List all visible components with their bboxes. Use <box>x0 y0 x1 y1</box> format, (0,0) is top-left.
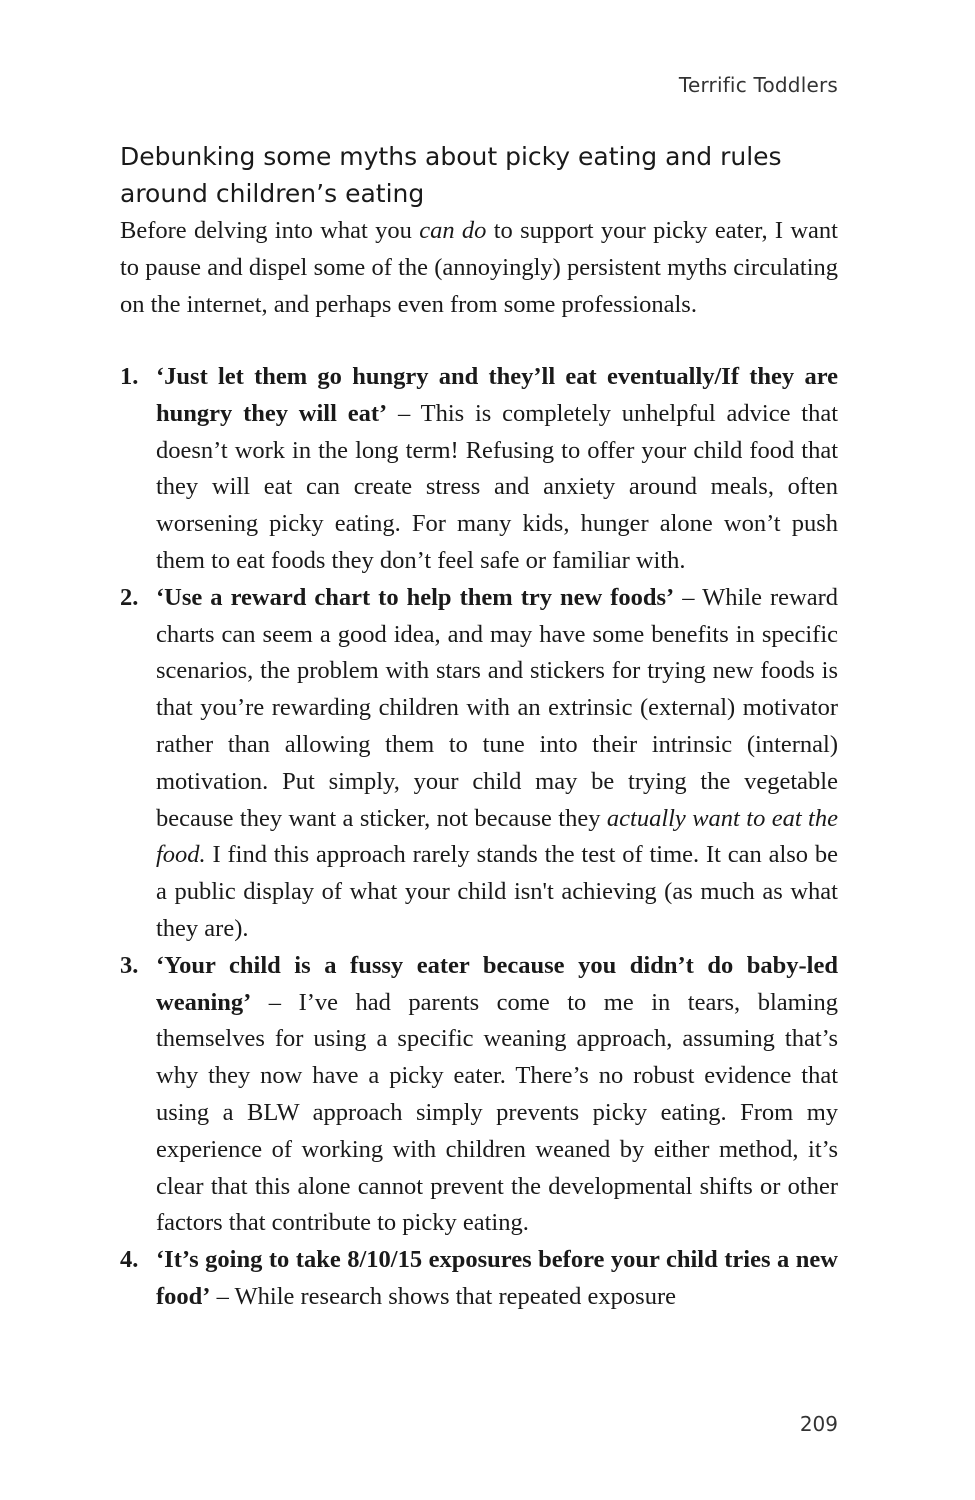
myth-quote: ‘Use a reward chart to help them try new foods’ <box>156 583 675 611</box>
section-heading: Debunking some myths about picky eating and rules around children’s eating <box>120 142 782 208</box>
intro-text: Before delving into what you <box>120 217 420 244</box>
myth-item-2 <box>120 580 838 948</box>
myth-text: – While reward charts can seem a good idea, and may have some benefits in specific scenarios, the problem with stars and stickers for trying new foods is that you’re rewarding children with an extrinsic (external) motivator rather than allowing them to tune into their intrinsic (internal) motivation. Put simply, your child may be trying the vegetable because they want a sticker, not because they <box>156 583 838 832</box>
running-head: Terrific Toddlers <box>678 73 838 97</box>
myth-number: 4. <box>120 1246 139 1274</box>
page-number: 209 <box>799 1412 838 1436</box>
myth-text: – While research shows that repeated exposure <box>210 1282 677 1310</box>
myth-item-3 <box>120 948 838 1242</box>
myth-text: – I’ve had parents come to me in tears, blaming themselves for using a specific weaning approach, assuming that’s why they now have a picky eater. There’s no robust evidence that using a BLW approach simply prevents picky eating. From my experience of working with children weaned by either method, it’s clear that this alone cannot prevent the developmental shifts or other factors that contribute to picky eating. <box>156 988 838 1237</box>
myth-text-continued: I find this approach rarely stands the test of time. It can also be a public display of what your child isn't achieving (as much as what they are). <box>156 841 838 942</box>
myth-number: 2. <box>120 583 139 611</box>
myth-item-4 <box>120 1242 838 1316</box>
intro-text-continued: to support your picky eater, I want to pause and dispel some of the (annoyingly) persistent myths circulating on the internet, and perhaps even from some professionals. <box>120 217 838 318</box>
myth-quote: ‘Your child is a fussy eater because you didn’t do baby-led weaning’ <box>156 951 838 1016</box>
myth-quote: ‘It’s going to take 8/10/15 exposures before your child tries a new food’ <box>156 1246 838 1310</box>
page-content <box>120 138 838 1316</box>
myth-number: 1. <box>120 363 139 390</box>
myth-text: – This is completely unhelpful advice that doesn’t work in the long term! Refusing to offer your child food that they will eat can create stress and anxiety around meals, often worsening picky eating. For many kids, hunger alone won’t push them to eat foods they don’t feel safe or familiar with. <box>156 399 839 574</box>
intro-paragraph <box>120 212 838 323</box>
myth-quote: ‘Just let them go hungry and they’ll eat eventually/If they are hungry they will eat’ <box>156 363 838 427</box>
intro-emphasis: can do <box>419 217 487 244</box>
myth-emphasis: actually want to eat the food. <box>156 804 838 869</box>
myth-number: 3. <box>120 951 139 979</box>
myths-list <box>120 359 838 1316</box>
myth-item-1 <box>120 359 838 580</box>
